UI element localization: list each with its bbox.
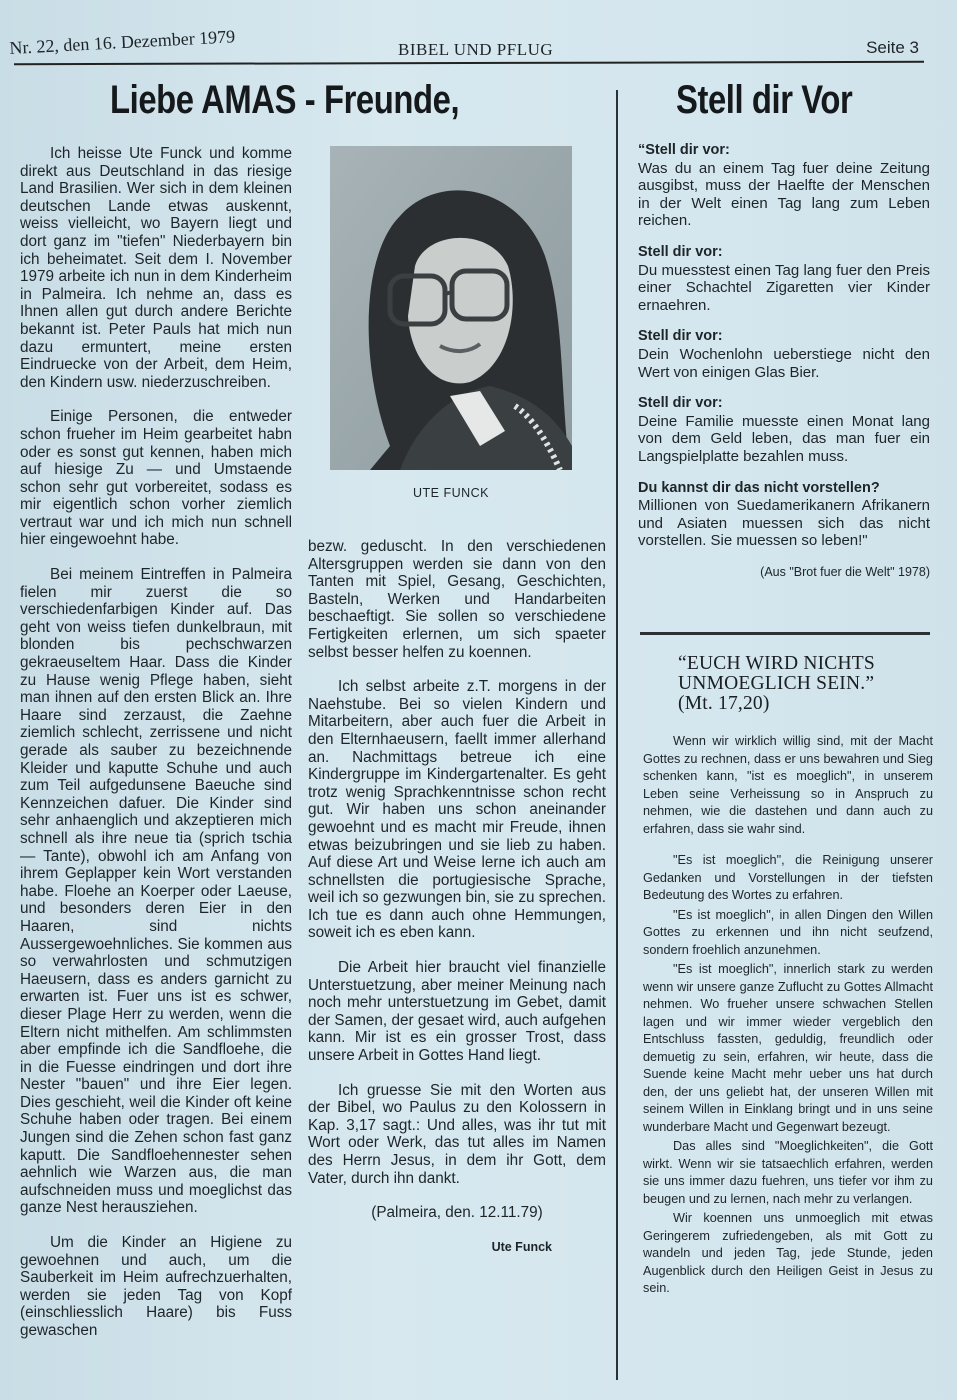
title-line: UNMOEGLICH SEIN.” — [678, 673, 875, 694]
item-question: Du kannst dir das nicht vorstellen? — [638, 479, 880, 496]
stell-dir-vor-item — [638, 395, 930, 465]
source-citation: (Aus "Brot fuer die Welt" 1978) — [760, 564, 930, 579]
place-date: (Palmeira, den. 12.11.79) — [371, 1204, 543, 1222]
paragraph: "Es ist moeglich", in allen Dingen den Willen Gottes zu erkennen und ihn nicht seufzend, sondern froehlich anzunehmen. — [643, 907, 933, 957]
column-divider — [616, 90, 618, 1380]
item-text: Dein Wochenlohn ueberstiege nicht den Wert von einigen Glas Bier. — [638, 345, 930, 381]
item-question: Stell dir vor: — [638, 328, 723, 345]
devotional-title — [678, 654, 918, 714]
stell-dir-vor-column — [638, 142, 930, 581]
item-question: Stell dir vor: — [638, 395, 723, 412]
devotional-text — [643, 733, 933, 1298]
title-line: (Mt. 17,20) — [678, 693, 770, 714]
paragraph: Einige Personen, die entweder schon frueher im Heim gearbeitet habn oder es sonst gut kennen, haben mich auf hiesige Zu — und Umstaende schon sehr gut vorbereitet, sodass es mir eigentlich schon vorher ziemlich vertraut war und ich mich nun schnell hier eingewoehnt habe. — [20, 408, 292, 549]
stell-dir-vor-item — [638, 244, 930, 314]
publication-name: BIBEL UND PFLUG — [398, 40, 554, 59]
portrait-photo-icon — [330, 146, 572, 470]
paragraph: Ich selbst arbeite z.T. morgens in der Naehstube. Bei so vielen Kindern und Mitarbeitern, aber auch fuer die Arbeit in den Elternhaeusern, faellt immer allerhand an. Nachmittags betreue ich eine Kindergruppe im Kindergartenalter. Es geht trotz wenig Sprachkenntnisse schon recht gut. Wir haben uns schon aneinander gewoehnt und es macht mir Freude, ihnen etwas beizubringen und sie lieb zu haben. Auf diese Art und Weise lerne ich auch am schnellsten die portugiesische Sprache, weil ich so gezwungen bin, sie zu sprechen. Ich tue es dann auch ohne Hemmungen, soweit ich es eben kann. — [308, 678, 606, 942]
headline-right: Stell dir Vor — [676, 78, 853, 122]
paragraph: Ich heisse Ute Funck und komme direkt aus Deutschland in das riesige Land Brasilien. Wer sich in dem kleinen deutschen Lande etwas auskennt, weiss vielleicht, wo Bayern liegt und dort ganz im "tiefen" Niederbayern bin ich beheimatet. Seit dem I. November 1979 arbeite ich nun in dem Kinderheim in Palmeira. Ich nehme an, dass es Ihnen allen gut durch andere Berichte bekannt ist. Peter Pauls hat mich nun dazu ermuntert, meine ersten Eindruecke von der Arbeit, dem Heim, den Kindern usw. niederzuschreiben. — [20, 145, 292, 391]
paragraph: "Es ist moeglich", innerlich stark zu werden wenn wir unsere ganze Zuflucht zu Gottes Allmacht nehmen. Wo frueher unsere schwachen Stellen lagen und wir immer wieder vergeblich den Entschluss fassten, geduldig, freundlich oder demuetig zu sein, erfahren, wir heute, dass die Suende keine Macht mehr ueber uns hat durch den, der uns geliebt hat, der unseren Willen mit seinem Willen in Einklang bringt und in uns seine wunderbare Macht und Gegenwart bezeugt. — [643, 962, 933, 1134]
photo-caption: UTE FUNCK — [412, 486, 490, 500]
paragraph: Die Arbeit hier braucht viel finanzielle Unterstuetzung, aber meiner Meinung nach noch mehr unterstuetzung im Gebet, damit der Samen, der gesaet wird, auch aufgehen kann. Mir ist es ein grosser Trost, dass unsere Arbeit in Gottes Hand liegt. — [308, 959, 606, 1065]
item-question: “Stell dir vor: — [638, 142, 730, 158]
article-column-2 — [308, 538, 606, 1273]
paragraph: Wir koennen uns unmoeglich mit etwas Geringerem zufriedengeben, als mit Gott zu wandeln und jeden Tag, jede Stunde, jeden Augenblick durch den Heiligen Geist in Jesus zu sein. — [643, 1211, 933, 1295]
header-rule — [14, 61, 924, 65]
stell-dir-vor-item — [638, 142, 930, 230]
article-column-1 — [20, 145, 292, 1357]
portrait-illustration — [330, 146, 572, 470]
paragraph: Um die Kinder an Higiene zu gewoehnen und auch, um die Sauberkeit im Heim aufrechzuerhalten, werden sie jeden Tag von Kopf (einschliesslich Haare) bis Fuss gewaschen — [20, 1234, 292, 1339]
stell-dir-vor-item — [638, 480, 930, 550]
paragraph: "Es ist moeglich", die Reinigung unserer Gedanken und Vorstellungen in der tiefsten Bedeutung des Wortes zu erfahren. — [643, 853, 933, 902]
headline-left: Liebe AMAS - Freunde, — [110, 78, 460, 122]
section-divider — [640, 632, 930, 635]
author-signature: Ute Funck — [491, 1239, 552, 1254]
item-text: Du muesstest einen Tag lang fuer den Preis einer Schachtel Zigaretten vier Kinder ernaehren. — [638, 261, 930, 314]
item-text: Was du an einem Tag fuer deine Zeitung ausgibst, muss der Haelfte der Menschen in der Welt einen Tag lang zum Leben reichen. — [638, 159, 930, 230]
paragraph: Das alles sind "Moeglichkeiten", die Gott wirkt. Wenn wir sie tatsaechlich erfahren, werden sie uns immer dazu fuehren, uns tiefer vor ihm zu beugen und zu lernen, nach mehr zu verlangen. — [643, 1139, 933, 1206]
item-text: Millionen von Suedamerikanern Afrikanern und Asiaten muessen sich das nicht vorstellen. Sie muessen so leben!" — [638, 497, 930, 550]
issue-date: Nr. 22, den 16. Dezember 1979 — [8, 26, 236, 59]
paragraph: Bei meinem Eintreffen in Palmeira fielen mir zuerst die so verschiedenfarbigen Kinder auf. Das geht von weiss tiefen dunkelbraun, mit blonden bis pechschwarzen gekraeuseltem Haar. Dass die Kinder zu Hause wenig Pflege haben, sieht man ihnen auf den ersten Blick an. Ihre Haare sind zerzaust, die Zaehne ziemlich schlecht, zerrissene und nicht gerade als sauber zu bezeichnende Kleider und kaputte Schuhe und auch zum Teil aufgedunsene Baeuche sind Kennzeichen dafuer. Die Kinder sind sehr anhaenglich und akzeptieren mich schnell als ihre neue tia (sprich tschia — Tante), obwohl ich am Anfang von ihrem Geplapper kein Wort verstanden habe. Floehe an Koerper oder Laeuse, und besonders deren Eier in den Haaren, sind nichts Aussergewoehnliches. Sie kommen aus so verwahrlosten und schmutzigen Haeusern, dass es anders garnicht zu erwarten ist. Fuer uns ist es schwer, dieser Plage Herr zu werden, wenn die Eltern nicht mithelfen. Am schlimmsten aber empfinde ich die Sandfloehe, die in die Fuesse eindringen und dort ihre Nester "bauen" und ihre Eier legen. Dies geschieht, weil die Kinder oft keine Schuhe haben oder tragen. Bei einem Jungen sind die Zehen schon fast ganz kaputt. Die Sandfloehennester sehen aehnlich wie Warzen aus, die man aufschneiden muss und moeglichst das ganze Nest herausziehen. — [20, 566, 292, 1217]
title-line: “EUCH WIRD NICHTS — [678, 653, 875, 674]
page-header — [0, 0, 957, 70]
paragraph: Ich gruesse Sie mit den Worten aus der Bibel, wo Paulus zu den Kolossern in Kap. 3,17 sagt.: Und alles, was ihr tut mit Wort oder Werk, das tut alles im Namen des Herrn Jesus, in dem ihr Gott, dem Vater, durch ihn dankt. — [308, 1081, 606, 1187]
item-text: Deine Familie muesste einen Monat lang von dem Geld leben, das man fuer ein Langspielplatte bezahlen muss. — [638, 412, 930, 465]
paragraph: Wenn wir wirklich willig sind, mit der Macht Gottes zu rechnen, dass er uns bewahren und Sieg schenken kann, "ist es moeglich", in unserem Leben seine Verheissung so in Anspruch zu nehmen, wie die dastehen und dann auch zu erfahren, dass sie wahr sind. — [643, 734, 933, 836]
page-number: Seite 3 — [866, 38, 919, 57]
paragraph: bezw. geduscht. In den verschiedenen Altersgruppen werden sie dann von den Tanten mit Spiel, Gesang, Geschichten, Basteln, Werken und Handarbeiten beschaeftigt. Sie sollen so verschiedene Fertigkeiten erlernen, um sich spaeter selbst besser helfen zu koennen. — [308, 538, 606, 661]
stell-dir-vor-item — [638, 328, 930, 381]
item-question: Stell dir vor: — [638, 243, 723, 260]
